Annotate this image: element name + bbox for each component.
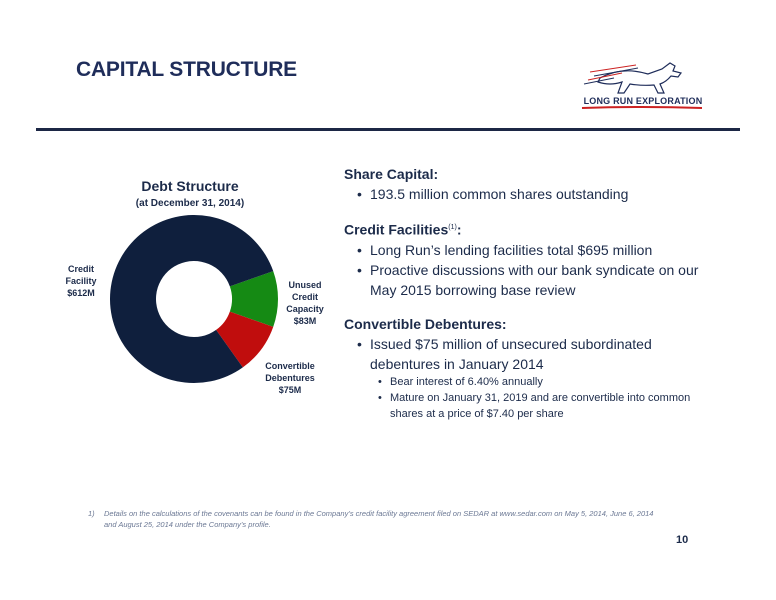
footnote-text: Details on the calculations of the covenants can be found in the Company’s credit facility agreement filed on SEDAR at www.sedar.com on May 5, 2014, June 6, 2014 and August 25, 2014 under the Company’s profile. bbox=[104, 509, 654, 529]
convertible-sub-bullets bbox=[344, 374, 724, 422]
list-item: • Mature on January 31, 2019 and are convertible into common shares at a price of $7.40 per share bbox=[344, 390, 724, 422]
list-item: • 193.5 million common shares outstanding bbox=[344, 184, 724, 204]
footnote-number: 1) bbox=[88, 509, 95, 518]
header-divider bbox=[36, 128, 740, 131]
credit-heading-colon: : bbox=[456, 221, 462, 238]
chart-title: Debt Structure bbox=[141, 178, 239, 194]
chart-subtitle: (at December 31, 2014) bbox=[135, 198, 245, 209]
credit-heading-text: Credit Facilities bbox=[344, 221, 449, 238]
credit-facilities-bullets bbox=[344, 240, 724, 300]
list-item bbox=[344, 334, 724, 422]
credit-facilities-heading bbox=[344, 218, 724, 240]
list-item: • Bear interest of 6.40% annually bbox=[344, 374, 724, 390]
share-capital-section bbox=[344, 164, 724, 204]
capital-details bbox=[344, 164, 724, 436]
logo-text: LONG RUN EXPLORATION bbox=[583, 96, 703, 106]
convertible-debentures-heading: Convertible Debentures: bbox=[344, 315, 507, 332]
convertible-debentures-bullets bbox=[344, 334, 724, 422]
convertible-debentures-section bbox=[344, 314, 724, 422]
convertible-debentures-label: Convertible Debentures $75M bbox=[265, 361, 315, 395]
credit-facilities-section bbox=[344, 218, 724, 300]
credit-facility-label: Credit Facility $612M bbox=[65, 264, 97, 298]
share-capital-bullets bbox=[344, 184, 724, 204]
page-number: 10 bbox=[676, 534, 689, 546]
list-item: • Long Run’s lending facilities total $695 million bbox=[344, 240, 724, 260]
company-logo bbox=[578, 60, 706, 112]
list-item: • Proactive discussions with our bank syndicate on our May 2015 borrowing base review bbox=[344, 260, 724, 300]
share-capital-heading: Share Capital: bbox=[344, 166, 439, 182]
footnote-ref: (1) bbox=[448, 224, 457, 231]
list-item-text: Issued $75 million of unsecured subordinated debentures in January 2014 bbox=[370, 335, 652, 372]
debt-structure-donut-chart bbox=[110, 210, 278, 388]
unused-credit-label: Unused Credit Capacity $83M bbox=[286, 280, 324, 326]
page-title: CAPITAL STRUCTURE bbox=[76, 58, 297, 81]
footnote bbox=[88, 508, 668, 530]
